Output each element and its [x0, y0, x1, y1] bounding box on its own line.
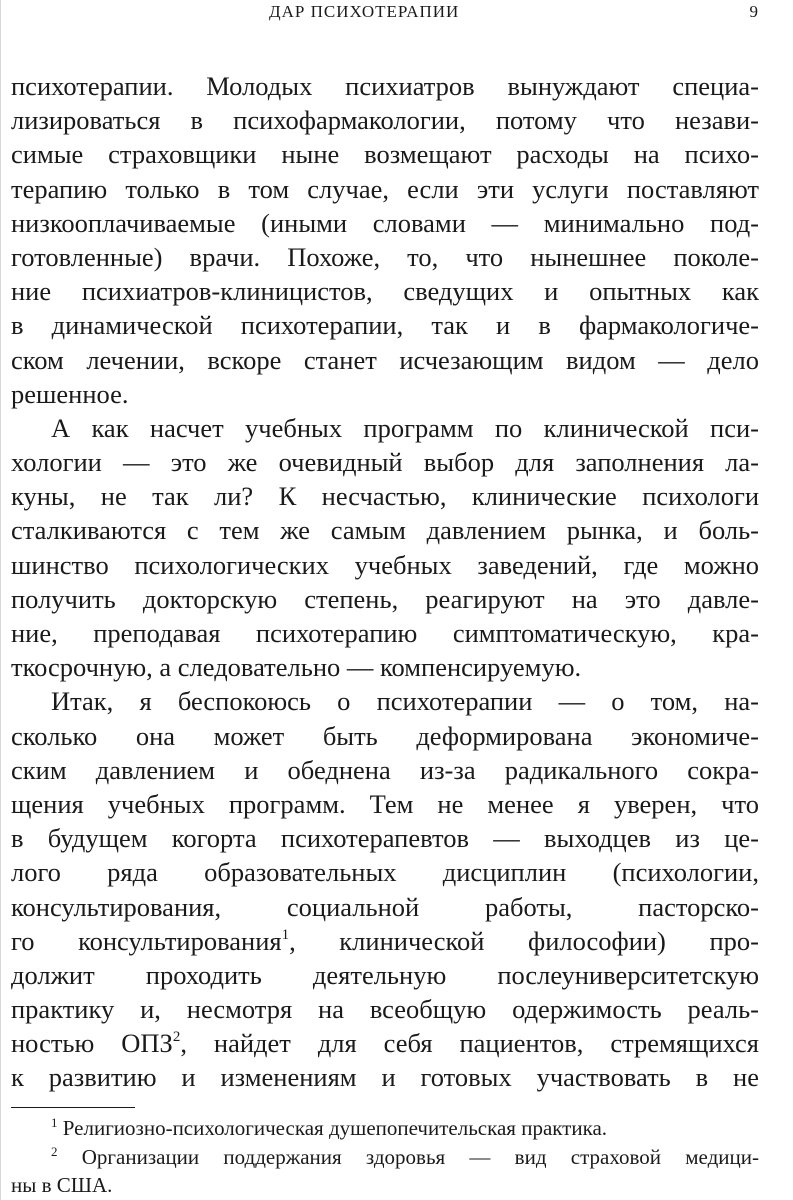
text-fragment: , найдет для себя пациентов, стремящихся: [180, 1028, 759, 1059]
text-line: ткосрочную, а следовательно — компенсируемую.: [11, 652, 582, 683]
footnotes: [11, 1114, 759, 1200]
footnote-mark: 2: [51, 1143, 58, 1159]
text-line: лизироваться в психофармакологии, потому что незави-: [11, 105, 759, 136]
text-fragment: го консультирования: [11, 925, 282, 956]
text-line: ние психиатров-клиницистов, сведущих и опытных как: [11, 276, 759, 307]
text-line: терапию только в том случае, если эти услуги поставляют: [11, 173, 759, 204]
text-line: в динамической психотерапии, так и в фармакологиче-: [11, 310, 759, 341]
text-line: щения учебных программ. Тем не менее я уверен, что: [11, 788, 759, 819]
text-line: сталкиваются с тем же самым давлением рынка, и боль-: [11, 515, 759, 546]
footnote-mark: 1: [51, 1115, 58, 1130]
footnote-ref-2[interactable]: 2: [172, 1029, 181, 1046]
footnote-1: [11, 1114, 759, 1143]
text-line: А как насчет учебных программ по клинической пси-: [51, 412, 759, 443]
footnote-divider: [11, 1107, 135, 1108]
footnote-ref-1[interactable]: 1: [281, 926, 290, 943]
text-line: в будущем когорта психотерапевтов — выходцев из це-: [11, 823, 759, 854]
footnote-text: Организации поддержания здоровья — вид страховой медици-: [81, 1144, 759, 1169]
text-line: хологии — это же очевидный выбор для заполнения ла-: [11, 447, 759, 478]
text-fragment: ностью ОПЗ: [11, 1028, 173, 1059]
text-line: лого ряда образовательных дисциплин (психологии,: [11, 857, 759, 888]
running-title: ДАР ПСИХОТЕРАПИИ: [269, 2, 460, 21]
page-number: 9: [749, 2, 758, 21]
text-line: готовленные) врачи. Похоже, то, что нынешнее поколе-: [11, 241, 759, 272]
text-line: решенное.: [11, 378, 129, 409]
text-line: ние, преподавая психотерапию симптоматическую, кра-: [11, 618, 759, 648]
text-line: к развитию и изменениям и готовых участвовать в не: [11, 1062, 759, 1093]
text-line: шинство психологических учебных заведений, где можно: [11, 549, 759, 580]
footnote-2: [11, 1143, 759, 1172]
text-line: ском лечении, вскоре станет исчезающим видом — дело: [11, 344, 759, 375]
text-line: куны, не так ли? К несчастью, клинические психологи: [11, 481, 759, 512]
text-fragment: , клинической философии) про-: [289, 925, 759, 956]
text-line: практику и, несмотря на всеобщую одержимость реаль-: [11, 994, 759, 1025]
text-line: ским давлением и обеднена из-за радикального сокра-: [11, 754, 759, 785]
text-line: симые страховщики ныне возмещают расходы на психо-: [11, 139, 759, 170]
text-line: консультирования, социальной работы, пасторско-: [11, 891, 759, 922]
text-line: Итак, я беспокоюсь о психотерапии — о том, на-: [51, 686, 759, 717]
text-line: получить докторскую степень, реагируют на это давле-: [11, 583, 759, 614]
text-line: сколько она может быть деформирована экономиче-: [11, 720, 759, 751]
footnote-2-continued: ны в США.: [11, 1173, 113, 1197]
text-line: низкооплачиваемые (иными словами — минимально под-: [11, 207, 759, 238]
body-text: [11, 69, 759, 1095]
text-line: психотерапии. Молодых психиатров вынуждают специа-: [11, 71, 759, 101]
text-line: должит проходить деятельную послеуниверситетскую: [11, 959, 759, 990]
text-line: [11, 924, 759, 958]
text-line: [11, 1026, 759, 1060]
running-head: [1, 2, 793, 24]
footnote-text: Религиозно-психологическая душепопечительская практика.: [62, 1116, 608, 1140]
